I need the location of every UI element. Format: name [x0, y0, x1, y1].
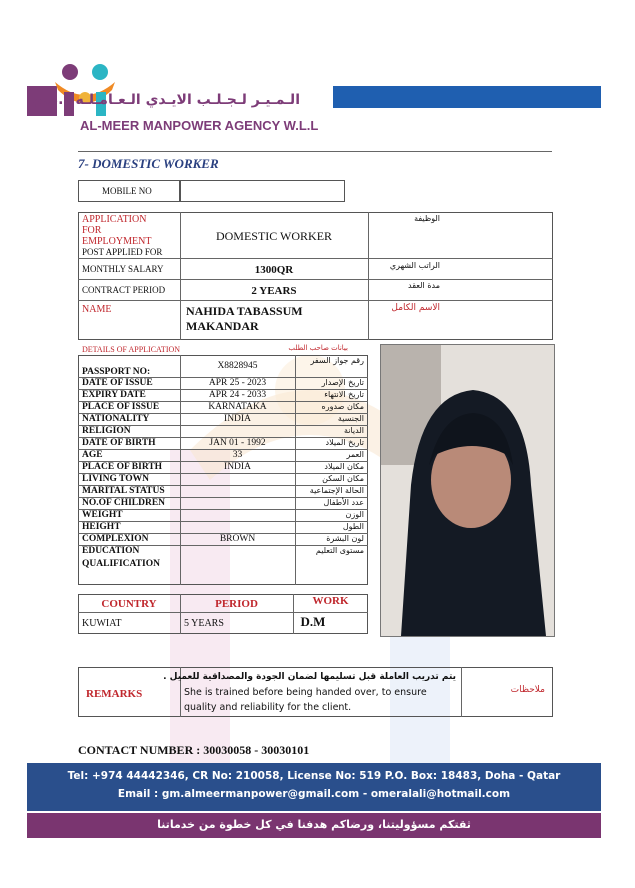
detail-arabic-label: الديانة: [343, 426, 364, 435]
remarks-arabic-label: ملاحظات: [510, 685, 545, 695]
experience-header-work: WORK: [312, 595, 349, 607]
detail-label: NO.OF CHILDREN: [82, 498, 166, 508]
name-label: NAME: [82, 304, 112, 315]
section-title: 7- DOMESTIC WORKER: [78, 156, 219, 171]
salary-value: 1300QR: [254, 264, 294, 276]
footer-line1: Tel: +974 44442346, CR No: 210058, License No: 519 P.O. Box: 18483, Doha - Qatar: [67, 770, 561, 782]
detail-arabic-label: مستوى التعليم: [315, 546, 364, 555]
salary-label: MONTHLY SALARY: [82, 264, 164, 274]
detail-value: INDIA: [224, 462, 251, 472]
contract-value: 2 YEARS: [251, 285, 297, 297]
detail-value: X8828945: [217, 361, 258, 371]
app-col-divider-2: [368, 212, 369, 340]
detail-label: RELIGION: [82, 426, 131, 436]
detail-label: DATE OF BIRTH: [82, 438, 156, 448]
company-arabic-name: الـمـيـر لـجـلـب الايـدي الـعـامـلـه ذ.م.م: [32, 92, 300, 108]
detail-value: BROWN: [219, 534, 256, 544]
app-row-divider-2: [78, 279, 553, 280]
mobile-value-cell: [180, 180, 345, 202]
detail-value: 33: [232, 450, 243, 460]
contract-label: CONTRACT PERIOD: [82, 285, 166, 295]
detail-label: NATIONALITY: [82, 414, 150, 424]
detail-label: PLACE OF ISSUE: [82, 402, 160, 412]
detail-label: PASSPORT NO:: [82, 367, 151, 377]
experience-header-period: PERIOD: [215, 598, 258, 610]
company-logo: [50, 58, 120, 118]
detail-value: JAN 01 - 1992: [209, 438, 266, 448]
detail-label: LIVING TOWN: [82, 474, 149, 484]
detail-label: WEIGHT: [82, 510, 123, 520]
detail-arabic-label: الوزن: [345, 510, 364, 519]
detail-arabic-label: عدد الأطفال: [323, 498, 364, 507]
header-right-bar: [333, 86, 601, 108]
footer-line3: ثقتكم مسؤوليتنا، ورضاكم هدفنا في كل خطوة من خدماتنا: [157, 818, 471, 831]
detail-arabic-label: مكان صدوره: [321, 402, 364, 411]
post-applied-value: DOMESTIC WORKER: [215, 229, 333, 243]
app-row-divider-3: [78, 300, 553, 301]
app-row-divider-1: [78, 258, 553, 259]
name-value-line2: MAKANDAR: [186, 319, 259, 333]
detail-label: DATE OF ISSUE: [82, 378, 153, 388]
detail-arabic-label: مكان الميلاد: [324, 462, 364, 471]
experience-period: 5 YEARS: [184, 618, 224, 629]
detail-label: EDUCATION: [82, 546, 140, 556]
details-arabic: بيانات صاحب الطلب: [288, 344, 348, 352]
contact-number: CONTACT NUMBER : 30030058 - 30030101: [78, 743, 310, 757]
detail-value: INDIA: [224, 414, 251, 424]
detail-label-line2: QUALIFICATION: [82, 559, 160, 569]
detail-arabic-label: رقم جواز السفر: [310, 356, 364, 365]
name-arabic: الاسم الكامل: [391, 303, 440, 313]
detail-label: COMPLEXION: [82, 534, 149, 544]
detail-arabic-label: تاريخ الميلاد: [325, 438, 364, 447]
mobile-label: MOBILE NO: [102, 186, 152, 196]
applicant-photo: [380, 344, 555, 637]
application-label-line2: FOR: [82, 225, 102, 236]
details-label: DETAILS OF APPLICATION: [82, 345, 181, 354]
footer-line2: Email : gm.almeermanpower@gmail.com - omeralali@hotmail.com: [117, 788, 511, 800]
detail-value: APR 24 - 2033: [208, 390, 267, 400]
contract-arabic: مدة العقد: [408, 281, 440, 290]
salary-arabic: الراتب الشهري: [389, 261, 440, 270]
header-divider: [78, 151, 552, 152]
detail-label: MARITAL STATUS: [82, 486, 165, 496]
detail-value: KARNATAKA: [208, 402, 267, 412]
remarks-col-divider-2: [461, 667, 462, 717]
experience-work: D.M: [300, 614, 326, 629]
detail-arabic-label: تاريخ الانتهاء: [324, 390, 364, 399]
experience-header-country: COUNTRY: [101, 598, 157, 610]
post-applied-label: POST APPLIED FOR: [82, 247, 163, 257]
detail-label: AGE: [82, 450, 103, 460]
detail-arabic-label: لون البشرة: [326, 534, 364, 543]
detail-label: EXPIRY DATE: [82, 390, 146, 400]
detail-label: PLACE OF BIRTH: [82, 462, 163, 472]
experience-country: KUWIAT: [82, 618, 122, 629]
remarks-english-line1: She is trained before being handed over, to ensure: [184, 687, 427, 698]
remarks-english-line2: quality and reliability for the client.: [184, 702, 352, 713]
name-value-line1: NAHIDA TABASSUM: [186, 304, 303, 318]
post-applied-arabic: الوظيفة: [414, 214, 440, 223]
detail-arabic-label: الطول: [342, 522, 364, 531]
company-english-name: AL-MEER MANPOWER AGENCY W.L.L: [80, 118, 319, 133]
detail-value: APR 25 - 2023: [208, 378, 267, 388]
detail-arabic-label: الجنسية: [337, 414, 364, 423]
detail-label: HEIGHT: [82, 522, 121, 532]
photo-illustration: [381, 345, 554, 636]
remarks-label: REMARKS: [86, 688, 143, 700]
detail-arabic-label: العمر: [346, 450, 364, 459]
application-label-line1: APPLICATION: [82, 214, 147, 225]
detail-arabic-label: تاريخ الإصدار: [321, 378, 364, 387]
exp-row-divider: [78, 612, 368, 613]
application-label-line3: EMPLOYMENT: [82, 236, 152, 247]
detail-arabic-label: مكان السكن: [322, 474, 364, 483]
remarks-arabic-text: يتم تدريب العاملة قبل تسليمها لضمان الجودة والمصداقية للعميل .: [163, 672, 456, 682]
detail-arabic-label: الحالة الإجتماعية: [309, 486, 364, 495]
